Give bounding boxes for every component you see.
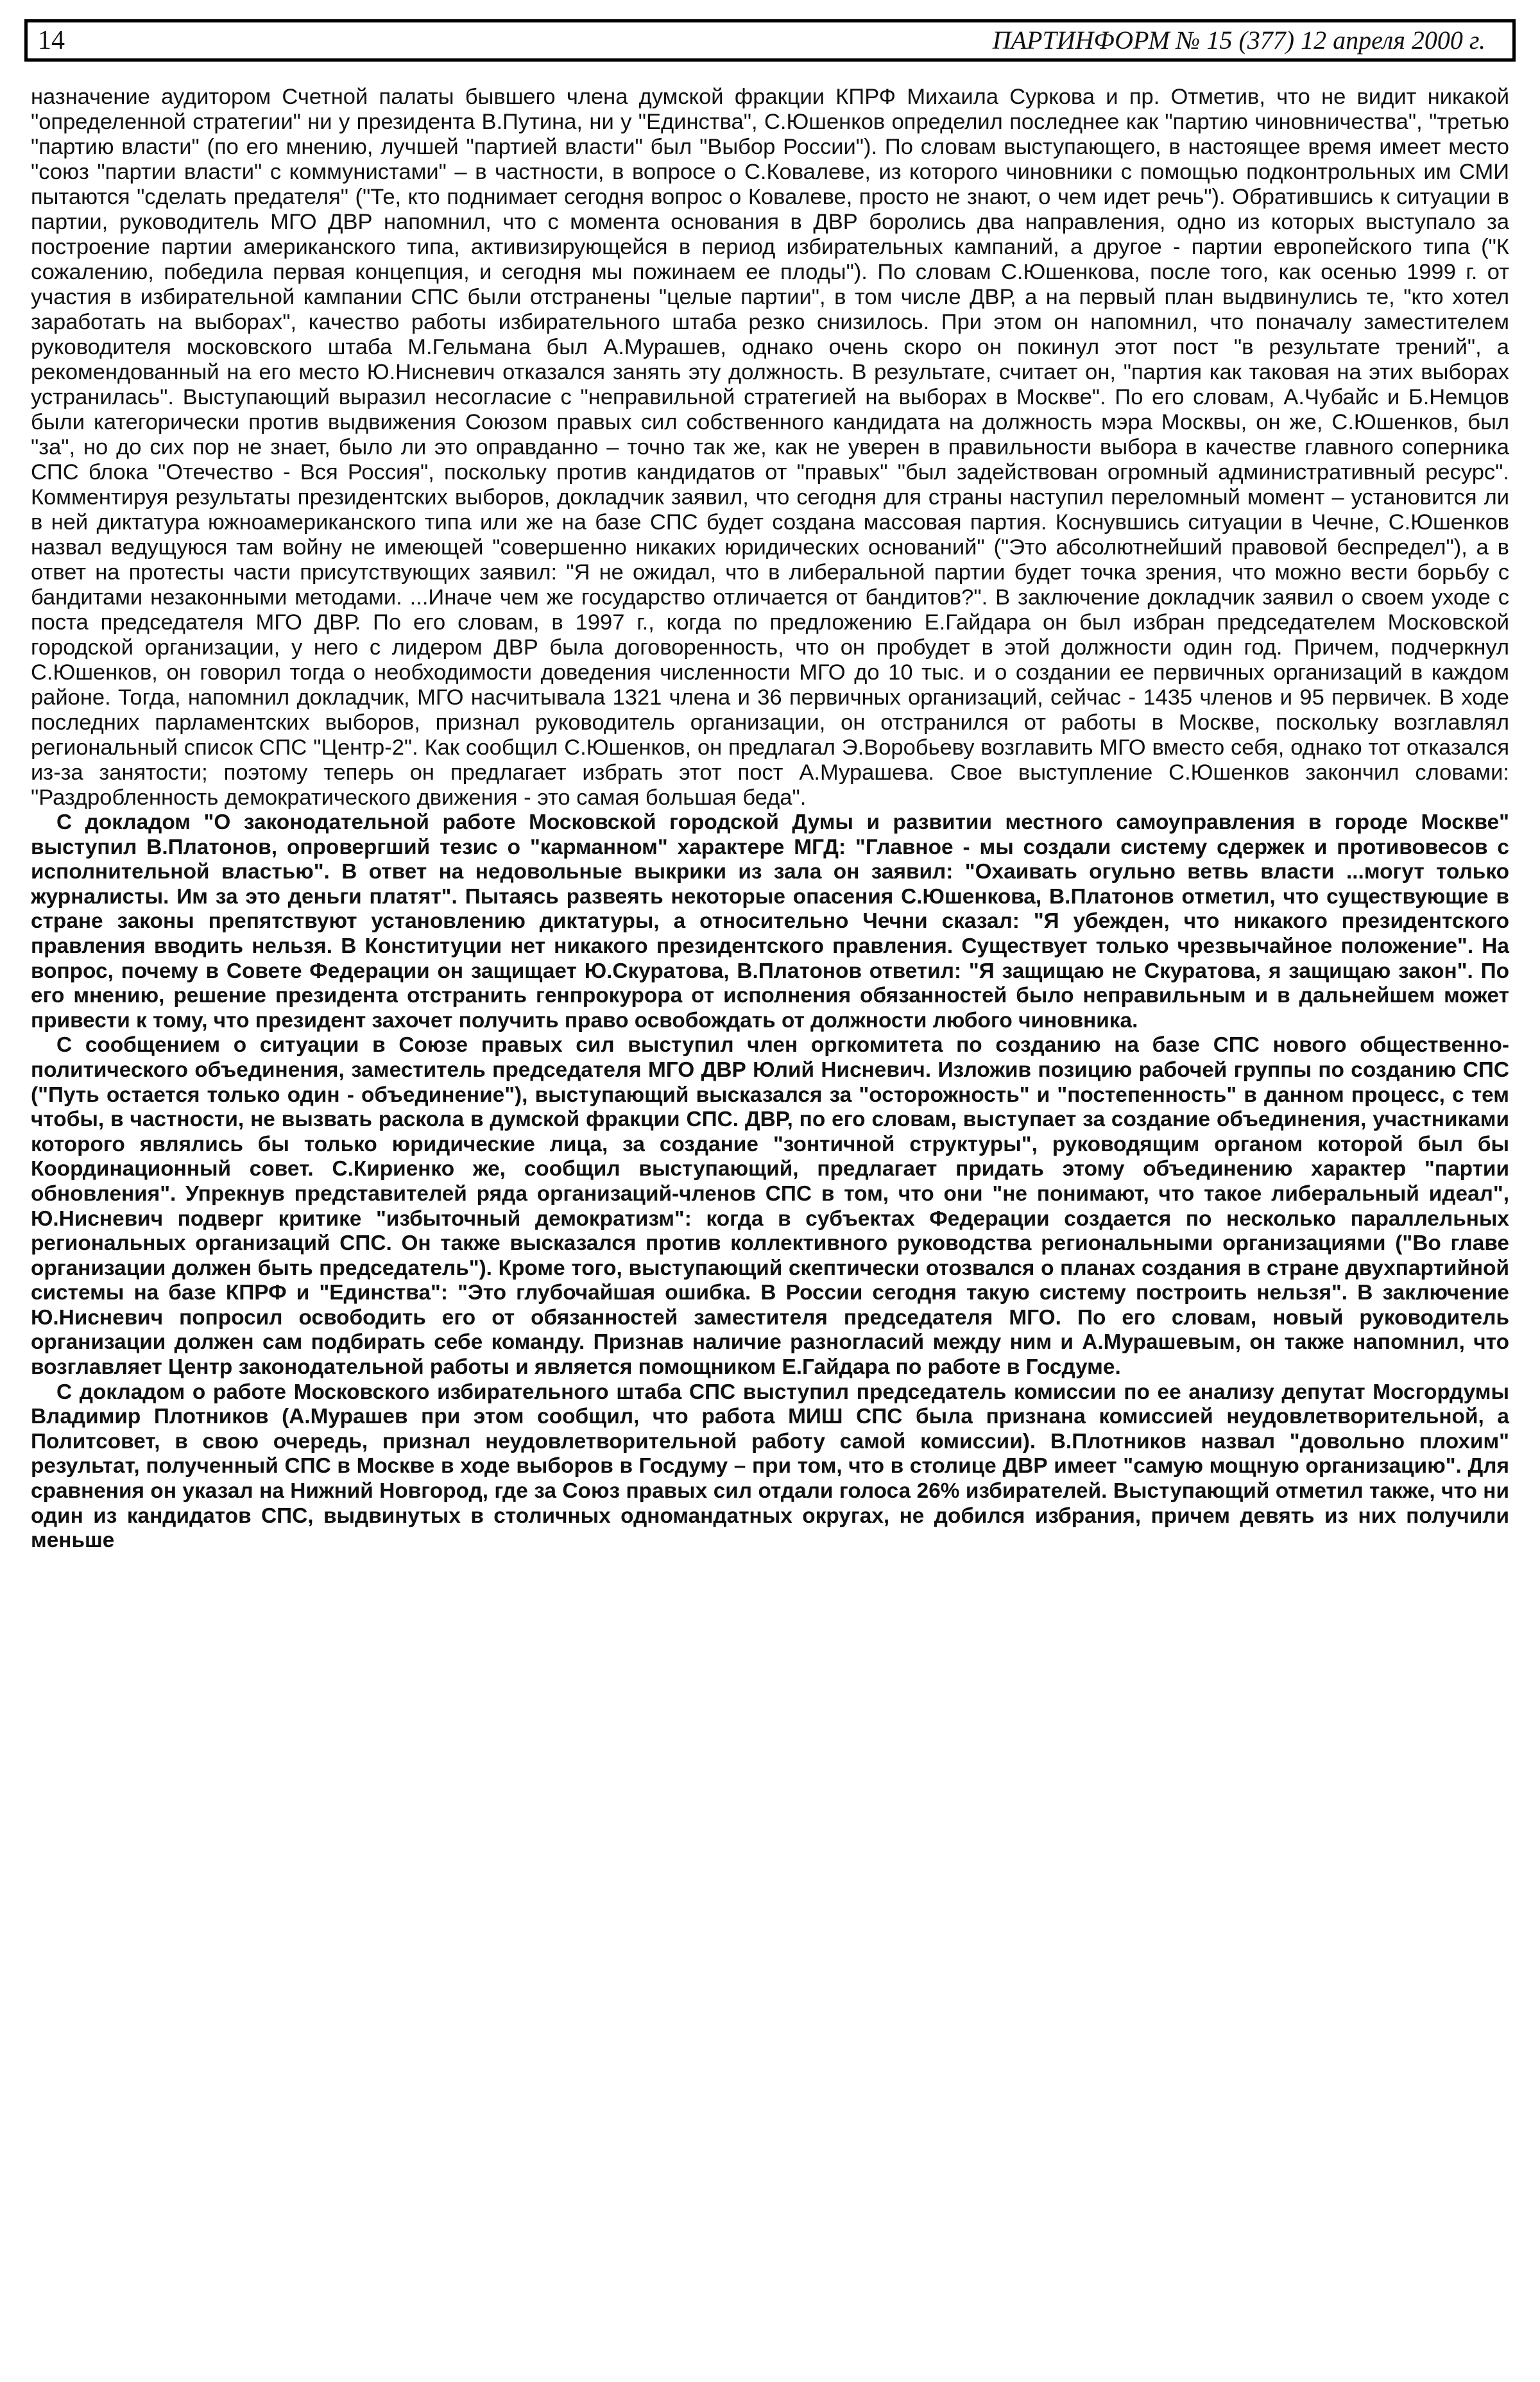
- paragraph-nisnevich-message: С сообщением о ситуации в Союзе правых сил выступил член оргкомитета по созданию на базе СПС нового общественно-политического объединения, заместитель председателя МГО ДВР Юлий Нисневич. Изложив позицию рабочей группы по созданию СПС ("Путь остается только один - объединение"), выступающий высказался за "осторожность" и "постепенность" в данном процесс, с тем чтобы, в частности, не вызвать раскола в думской фракции СПС. ДВР, по его словам, выступает за создание объединения, участниками которого являлись бы только юридические лица, за создание "зонтичной структуры", руководящим органом которой был бы Координационный совет. С.Кириенко же, сообщил выступающий, предлагает придать этому объединению характер "партии обновления". Упрекнув представителей ряда организаций-членов СПС в том, что они "не понимают, что такое либеральный идеал", Ю.Нисневич подверг критике "избыточный демократизм": когда в субъектах Федерации создается по несколько параллельных региональных организаций СПС. Он также высказался против коллективного руководства региональными организациями ("Во главе организации должен быть председатель"). Кроме того, выступающий скептически отозвался о планах создания в стране двухпартийной системы на базе КПРФ и "Единства": "Это глубочайшая ошибка. В России сегодня такую систему построить нельзя". В заключение Ю.Нисневич попросил освободить его от обязанностей заместителя председателя МГО. По его словам, новый руководитель организации должен сам подбирать себе команду. Признав наличие разногласий между ним и А.Мурашевым, он также напомнил, что возглавляет Центр законодательной работы и является помощником Е.Гайдара по работе в Госдуме.: [31, 1033, 1509, 1380]
- article-body: [24, 85, 1516, 1554]
- newspaper-page: [24, 19, 1516, 2368]
- paragraph-plotnikov-report: С докладом о работе Московского избирательного штаба СПС выступил председатель комиссии по ее анализу депутат Мосгордумы Владимир Плотников (А.Мурашев при этом сообщил, что работа МИШ СПС была признана комиссией неудовлетворительной, а Политсовет, в свою очередь, признал неудовлетворительной работу самой комиссии). В.Плотников назвал "довольно плохим" результат, полученный СПС в Москве в ходе выборов в Госдуму – при том, что в столице ДВР имеет "самую мощную организацию". Для сравнения он указал на Нижний Новгород, где за Союз правых сил отдали голоса 26% избирателей. Выступающий отметил также, что ни один из кандидатов СПС, выдвинутых в столичных одномандатных округах, не добился избрания, причем девять из них получили меньше: [31, 1380, 1509, 1553]
- publication-title: ПАРТИНФОРМ № 15 (377) 12 апреля 2000 г.: [992, 26, 1485, 55]
- page-number: 14: [38, 26, 65, 55]
- page-header: [24, 19, 1516, 62]
- paragraph-platonov-report: С докладом "О законодательной работе Московской городской Думы и развитии местного самоуправления в городе Москве" выступил В.Платонов, опровергший тезис о "карманном" характере МГД: "Главное - мы создали систему сдержек и противовесов с исполнительной властью". В ответ на недовольные выкрики из зала он заявил: "Охаивать огульно ветвь власти ...могут только журналисты. Им за это деньги платят". Пытаясь развеять некоторые опасения С.Юшенкова, В.Платонов отметил, что существующие в стране законы препятствуют установлению диктатуры, а относительно Чечни сказал: "Я убежден, что никакого президентского правления вводить нельзя. В Конституции нет никакого президентского правления. Существует только чрезвычайное положение". На вопрос, почему в Совете Федерации он защищает Ю.Скуратова, В.Платонов ответил: "Я защищаю не Скуратова, я защищаю закон". По его мнению, решение президента отстранить генпрокурора от исполнения обязанностей было неправильным и в дальнейшем может привести к тому, что президент захочет получить право освобождать от должности любого чиновника.: [31, 810, 1509, 1032]
- paragraph-yushenkov-speech: назначение аудитором Счетной палаты бывшего члена думской фракции КПРФ Михаила Суркова и пр. Отметив, что не видит никакой "определенной стратегии" ни у президента В.Путина, ни у "Единства", С.Юшенков определил последнее как "партию чиновничества", "третью "партию власти" (по его мнению, лучшей "партией власти" был "Выбор России"). По словам выступающего, в настоящее время имеет место "союз "партии власти" с коммунистами" – в частности, в вопросе о С.Ковалеве, из которого чиновники с помощью подконтрольных им СМИ пытаются "сделать предателя" ("Те, кто поднимает сегодня вопрос о Ковалеве, просто не знают, о чем идет речь"). Обратившись к ситуации в партии, руководитель МГО ДВР напомнил, что с момента основания в ДВР боролись два направления, одно из которых выступало за построение партии американского типа, активизирующейся в период избирательных кампаний, а другое - партии европейского типа ("К сожалению, победила первая концепция, и сегодня мы пожинаем ее плоды"). По словам С.Юшенкова, после того, как осенью 1999 г. от участия в избирательной кампании СПС были отстранены "целые партии", в том числе ДВР, а на первый план выдвинулись те, "кто хотел заработать на выборах", качество работы избирательного штаба резко снизилось. При этом он напомнил, что поначалу заместителем руководителя московского штаба М.Гельмана был А.Мурашев, однако очень скоро он покинул этот пост "в результате трений", а рекомендованный на его место Ю.Нисневич отказался занять эту должность. В результате, считает он, "партия как таковая на этих выборах устранилась". Выступающий выразил несогласие с "неправильной стратегией на выборах в Москве". По его словам, А.Чубайс и Б.Немцов были категорически против выдвижения Союзом правых сил собственного кандидата на должность мэра Москвы, он же, С.Юшенков, был "за", но до сих пор не знает, было ли это оправданно – точно так же, как не уверен в правильности выбора в качестве главного соперника СПС блока "Отечество - Вся Россия", поскольку против кандидатов от "правых" "был задействован огромный административный ресурс". Комментируя результаты президентских выборов, докладчик заявил, что сегодня для страны наступил переломный момент – установится ли в ней диктатура южноамериканского типа или же на базе СПС будет создана массовая партия. Коснувшись ситуации в Чечне, С.Юшенков назвал ведущуюся там войну не имеющей "совершенно никаких юридических оснований" ("Это абсолютнейший правовой беспредел"), а в ответ на протесты части присутствующих заявил: "Я не ожидал, что в либеральной партии будет точка зрения, что можно вести борьбу с бандитами незаконными методами. ...Иначе чем же государство отличается от бандитов?". В заключение докладчик заявил о своем уходе с поста председателя МГО ДВР. По его словам, в 1997 г., когда по предложению Е.Гайдара он был избран председателем Московской городской организации, у него с лидером ДВР была договоренность, что он пробудет в этой должности один год. Причем, подчеркнул С.Юшенков, он говорил тогда о необходимости доведения численности МГО до 10 тыс. и о создании ее первичных организаций в каждом районе. Тогда, напомнил докладчик, МГО насчитывала 1321 члена и 36 первичных организаций, сейчас - 1435 членов и 95 первичек. В ходе последних парламентских выборов, признал руководитель организации, он отстранился от работы в Москве, поскольку возглавлял региональный список СПС "Центр-2". Как сообщил С.Юшенков, он предлагал Э.Воробьеву возглавить МГО вместо себя, однако тот отказался из-за занятости; поэтому теперь он предлагает избрать этот пост А.Мурашева. Свое выступление С.Юшенков закончил словами: "Раздробленность демократического движения - это самая большая беда".: [31, 85, 1509, 810]
